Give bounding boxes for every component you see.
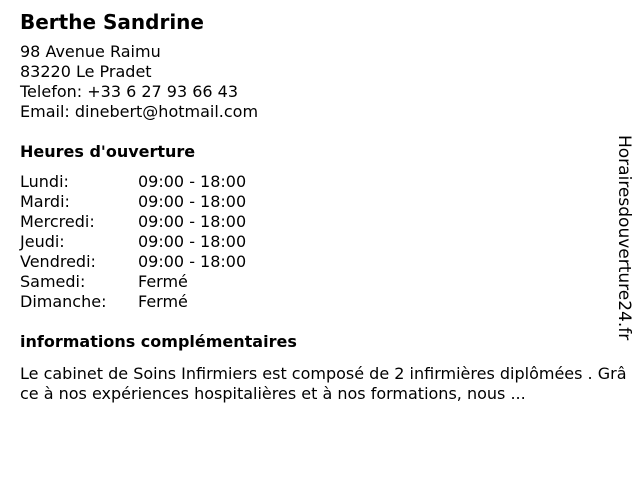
hours-row — [20, 252, 630, 272]
hours-day-value: Fermé — [138, 292, 188, 311]
hours-day-value: Fermé — [138, 272, 188, 291]
hours-day-label: Mardi: — [20, 192, 70, 211]
phone-number: Telefon: +33 6 27 93 66 43 — [20, 82, 239, 101]
hours-row — [20, 232, 630, 252]
hours-day-label: Samedi: — [20, 272, 86, 291]
hours-day-label: Lundi: — [20, 172, 69, 191]
site-watermark: Horairesdouverture24.fr — [614, 135, 634, 341]
hours-day-value: 09:00 - 18:00 — [138, 232, 247, 251]
street-address: 98 Avenue Raimu — [20, 42, 161, 61]
hours-table — [20, 172, 630, 312]
hours-day-value: 09:00 - 18:00 — [138, 172, 247, 191]
hours-row — [20, 192, 630, 212]
hours-heading: Heures d'ouverture — [20, 142, 196, 161]
hours-day-value: 09:00 - 18:00 — [138, 252, 247, 271]
hours-day-label: Mercredi: — [20, 212, 95, 231]
hours-row — [20, 212, 630, 232]
hours-row — [20, 292, 630, 312]
hours-day-label: Vendredi: — [20, 252, 96, 271]
business-name: Berthe Sandrine — [20, 10, 204, 34]
hours-row — [20, 172, 630, 192]
info-description: Le cabinet de Soins Infirmiers est composé de 2 infirmières diplômées . Grâce à nos expériences hospitalières et à nos formations, nous ... — [20, 364, 627, 403]
hours-day-label: Dimanche: — [20, 292, 107, 311]
business-card — [20, 10, 630, 404]
hours-row — [20, 272, 630, 292]
hours-day-label: Jeudi: — [20, 232, 65, 251]
city-postal: 83220 Le Pradet — [20, 62, 152, 81]
info-heading: informations complémentaires — [20, 332, 297, 351]
email-address: Email: dinebert@hotmail.com — [20, 102, 259, 121]
hours-day-value: 09:00 - 18:00 — [138, 212, 247, 231]
hours-day-value: 09:00 - 18:00 — [138, 192, 247, 211]
